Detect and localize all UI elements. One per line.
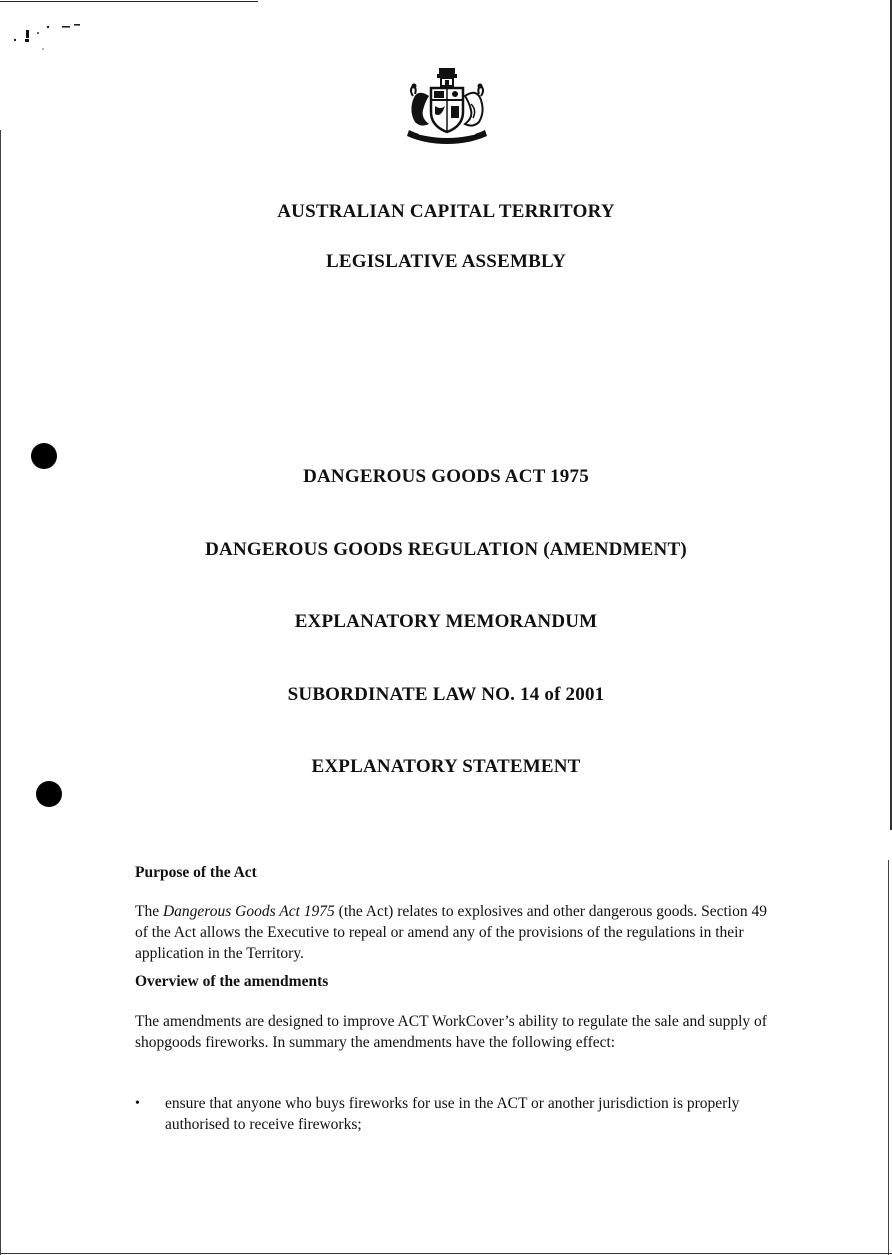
bullet-icon: •: [135, 1096, 140, 1111]
territory-heading: AUSTRALIAN CAPITAL TERRITORY: [277, 201, 615, 222]
scan-edge-top: [0, 1, 258, 2]
punch-hole-lower: [36, 781, 62, 807]
list-item: [135, 1093, 775, 1135]
act-title: DANGEROUS GOODS ACT 1975: [303, 466, 589, 487]
purpose-intro-before: The: [135, 903, 163, 920]
coat-of-arms-icon: [401, 66, 493, 146]
statement-title: EXPLANATORY STATEMENT: [311, 756, 581, 777]
overview-paragraph: The amendments are designed to improve ACT WorkCover’s ability to regulate the sale and supply of shopgoods fireworks. In summary the amendments have the following effect:: [135, 1013, 767, 1051]
subordinate-law-title: SUBORDINATE LAW NO. 14 of 2001: [287, 684, 605, 705]
overview-heading: Overview of the amendments: [135, 973, 329, 990]
scan-edge-right-lower: [888, 860, 889, 1255]
scan-edge-bottom: [0, 1253, 892, 1254]
purpose-intro-after: (the Act) relates to explosives and other dangerous goods. Section 49 of the Act allows the Executive to repeal or amend any of the provisions of the regulations in their application in the Territory.: [135, 903, 767, 962]
memorandum-title: EXPLANATORY MEMORANDUM: [294, 611, 598, 632]
purpose-heading: Purpose of the Act: [135, 864, 257, 881]
regulation-title: DANGEROUS GOODS REGULATION (AMENDMENT): [205, 539, 687, 560]
act-name-italic: Dangerous Goods Act 1975: [162, 903, 335, 920]
scan-speckle-icon: [10, 18, 82, 52]
assembly-heading: LEGISLATIVE ASSEMBLY: [325, 251, 566, 272]
purpose-paragraph: [135, 901, 775, 964]
bullet-text: ensure that anyone who buys fireworks for use in the ACT or another jurisdiction is properly authorised to receive fireworks;: [165, 1095, 740, 1133]
